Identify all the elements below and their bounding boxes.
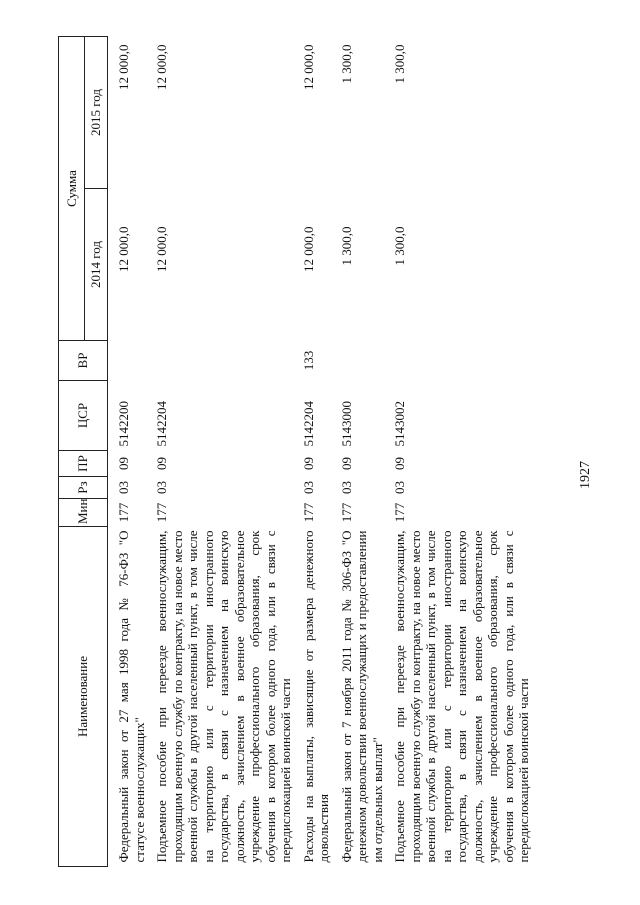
header-sum: Сумма xyxy=(59,37,85,341)
header-year-2014: 2014 год xyxy=(85,189,108,341)
row-rz: 03 xyxy=(338,481,354,494)
row-csr: 5142204 xyxy=(300,401,316,447)
header-year-2015: 2015 год xyxy=(85,37,108,189)
row-amount-2014: 12 000,0 xyxy=(154,226,169,272)
row-vr xyxy=(385,341,532,381)
row-amount-2014: 1 300,0 xyxy=(338,226,354,266)
table-row xyxy=(147,37,294,867)
row-amount-2014: 12 000,0 xyxy=(300,226,316,272)
row-rz: 03 xyxy=(300,481,316,494)
row-name: Подъемное пособие при переезде военнослужащим, проходящим военную службу по контракту, на новое место военной службы в другой населенный пункт, в том числе на территорию или с территории иностранного государства, в связи с назначением на воинскую должность, зачислением в военное образовательное учреждение профессионального образования, срок обучения в котором более одного года, или в связи с передислокацией воинской части xyxy=(154,530,293,863)
row-name: Федеральный закон от 27 мая 1998 года № 76-ФЗ "О статусе военнослужащих" xyxy=(116,530,147,863)
row-vr xyxy=(108,341,148,381)
row-csr: 5143002 xyxy=(392,401,407,447)
row-name: Федеральный закон от 7 ноября 2011 года № 306-ФЗ "О денежном довольствии военнослужащих и предоставлении им отдельных выплат" xyxy=(338,530,385,863)
row-min: 177 xyxy=(154,502,169,523)
row-amount-2015: 1 300,0 xyxy=(338,44,354,84)
row-vr xyxy=(147,341,294,381)
table-row xyxy=(108,37,148,867)
row-amount-2014: 1 300,0 xyxy=(392,226,407,266)
header-name: Наименование xyxy=(59,527,108,867)
row-pr: 09 xyxy=(116,457,131,470)
header-min: Мин xyxy=(59,499,108,527)
row-amount-2014: 12 000,0 xyxy=(116,226,131,272)
row-csr: 5142204 xyxy=(154,401,169,447)
row-rz: 03 xyxy=(392,481,407,494)
row-csr: 5142200 xyxy=(116,401,131,447)
row-amount-2015: 12 000,0 xyxy=(300,44,316,90)
row-amount-2015: 12 000,0 xyxy=(116,44,131,90)
row-amount-2015: 1 300,0 xyxy=(392,44,407,84)
header-csr: ЦСР xyxy=(59,381,108,451)
row-name: Подъемное пособие при переезде военнослужащим, проходящим военную службу по контракту, на новое место военной службы в другой населенный пункт, в том числе на территорию или с территории иностранного государства, в связи с назначением на воинскую должность, зачислением в военное образовательное учреждение профессионального образования, срок обучения в котором более одного года, или в связи с передислокацией воинской части xyxy=(392,530,531,863)
table-row xyxy=(294,37,332,867)
table-row xyxy=(332,37,386,867)
row-min: 177 xyxy=(116,502,131,523)
row-amount-2015: 12 000,0 xyxy=(154,44,169,90)
row-rz: 03 xyxy=(154,481,169,494)
row-pr: 09 xyxy=(300,457,316,470)
row-pr: 09 xyxy=(392,457,407,470)
table-row xyxy=(385,37,532,867)
row-vr xyxy=(332,341,386,381)
row-min: 177 xyxy=(392,502,407,523)
page-number: 1927 xyxy=(578,461,593,489)
table-body xyxy=(108,37,532,867)
header-rz: Рз xyxy=(59,477,108,499)
header-vr: ВР xyxy=(59,341,108,381)
row-name: Расходы на выплаты, зависящие от размера денежного довольствия xyxy=(300,530,331,863)
row-pr: 09 xyxy=(154,457,169,470)
row-rz: 03 xyxy=(116,481,131,494)
row-min: 177 xyxy=(338,502,354,523)
row-csr: 5143000 xyxy=(338,401,354,447)
header-pr: ПР xyxy=(59,451,108,477)
row-vr: 133 xyxy=(300,350,316,371)
row-pr: 09 xyxy=(338,457,354,470)
budget-table xyxy=(58,36,532,867)
table-header xyxy=(59,37,108,867)
row-min: 177 xyxy=(300,502,316,523)
